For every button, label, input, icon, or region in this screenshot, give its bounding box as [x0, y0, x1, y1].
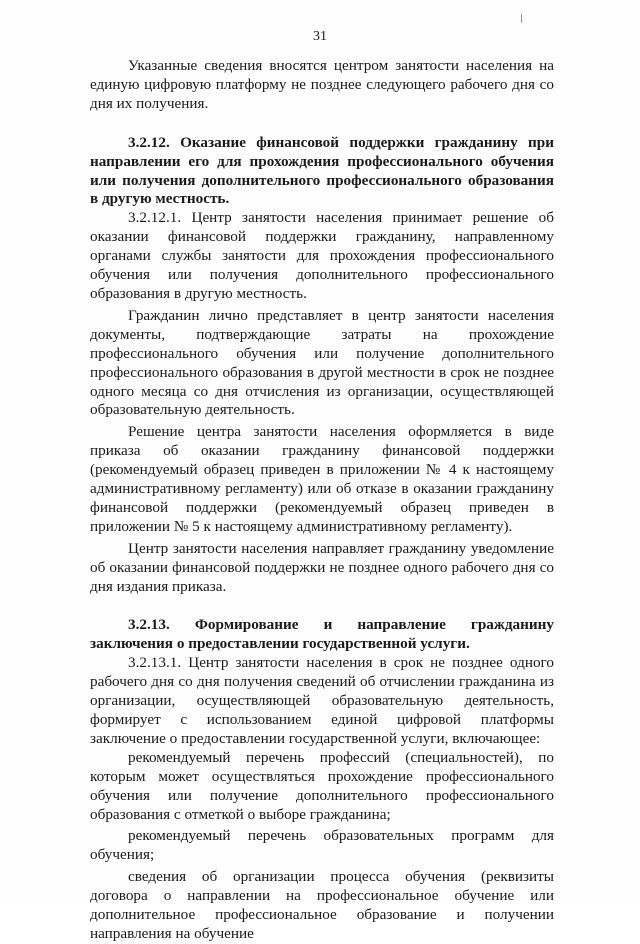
paragraph-decision-order: Решение центра занятости населения оформляется в виде приказа об оказании гражданину финансовой поддержки (рекомендуемый образец приведен в приложении № 4 к настоящему административному регламенту) или об отказе в оказании гражданину финансовой поддержки (рекомендуемый образец приведен в приложении № 5 к настоящему административному регламенту). [90, 423, 554, 535]
paragraph-notification: Центр занятости населения направляет гражданину уведомление об оказании финансовой поддержки не позднее одного рабочего дня со дня издания приказа. [90, 539, 554, 595]
paragraph-documents: Гражданин лично представляет в центр занятости населения документы, подтверждающие затраты на прохождение профессионального обучения или получение дополнительного профессионального образования в другой местности в срок не позднее одного месяца со дня отчисления из организации, осуществляющей образовательную деятельность. [90, 306, 554, 419]
page-content [90, 57, 554, 944]
list-item-professions: рекомендуемый перечень профессий (специальностей), по которым может осуществляться прохождение профессионального обучения или получение дополнительного профессионального образования с отметкой о выборе гражданина; [90, 748, 554, 823]
list-item-programs: рекомендуемый перечень образовательных программ для обучения; [90, 827, 554, 864]
paragraph-3-2-13-1: 3.2.13.1. Центр занятости населения в срок не позднее одного рабочего дня со дня получения сведений об отчислении гражданина из организации, осуществляющей образовательную деятельность, формирует с использованием единой цифровой платформы заключение о предоставлении государственной услуги, включающее: [90, 654, 554, 747]
paragraph-3-2-12-1: 3.2.12.1. Центр занятости населения принимает решение об оказании финансовой поддержки гражданину, направленному органами службы занятости для прохождения профессионального обучения или получения дополнительного профессионального образования в другую местность. [90, 209, 554, 302]
scan-mark [521, 14, 522, 23]
list-item-training-process: сведения об организации процесса обучения (реквизиты договора о направлении на профессиональное обучение или дополнительное профессиональное образование и получении направления на обучение [90, 868, 554, 942]
section-heading-3-2-13: 3.2.13. Формирование и направление гражданину заключения о предоставлении государственной услуги. [90, 616, 554, 653]
section-heading-3-2-12: 3.2.12. Оказание финансовой поддержки гражданину при направлении его для прохождения профессионального обучения или получения дополнительного профессионального образования в другую местность. [90, 133, 554, 208]
page-number: 31 [313, 29, 327, 44]
paragraph-platform-entry: Указанные сведения вносятся центром занятости населения на единую цифровую платформу не позднее следующего рабочего дня со дня их получения. [90, 57, 554, 112]
